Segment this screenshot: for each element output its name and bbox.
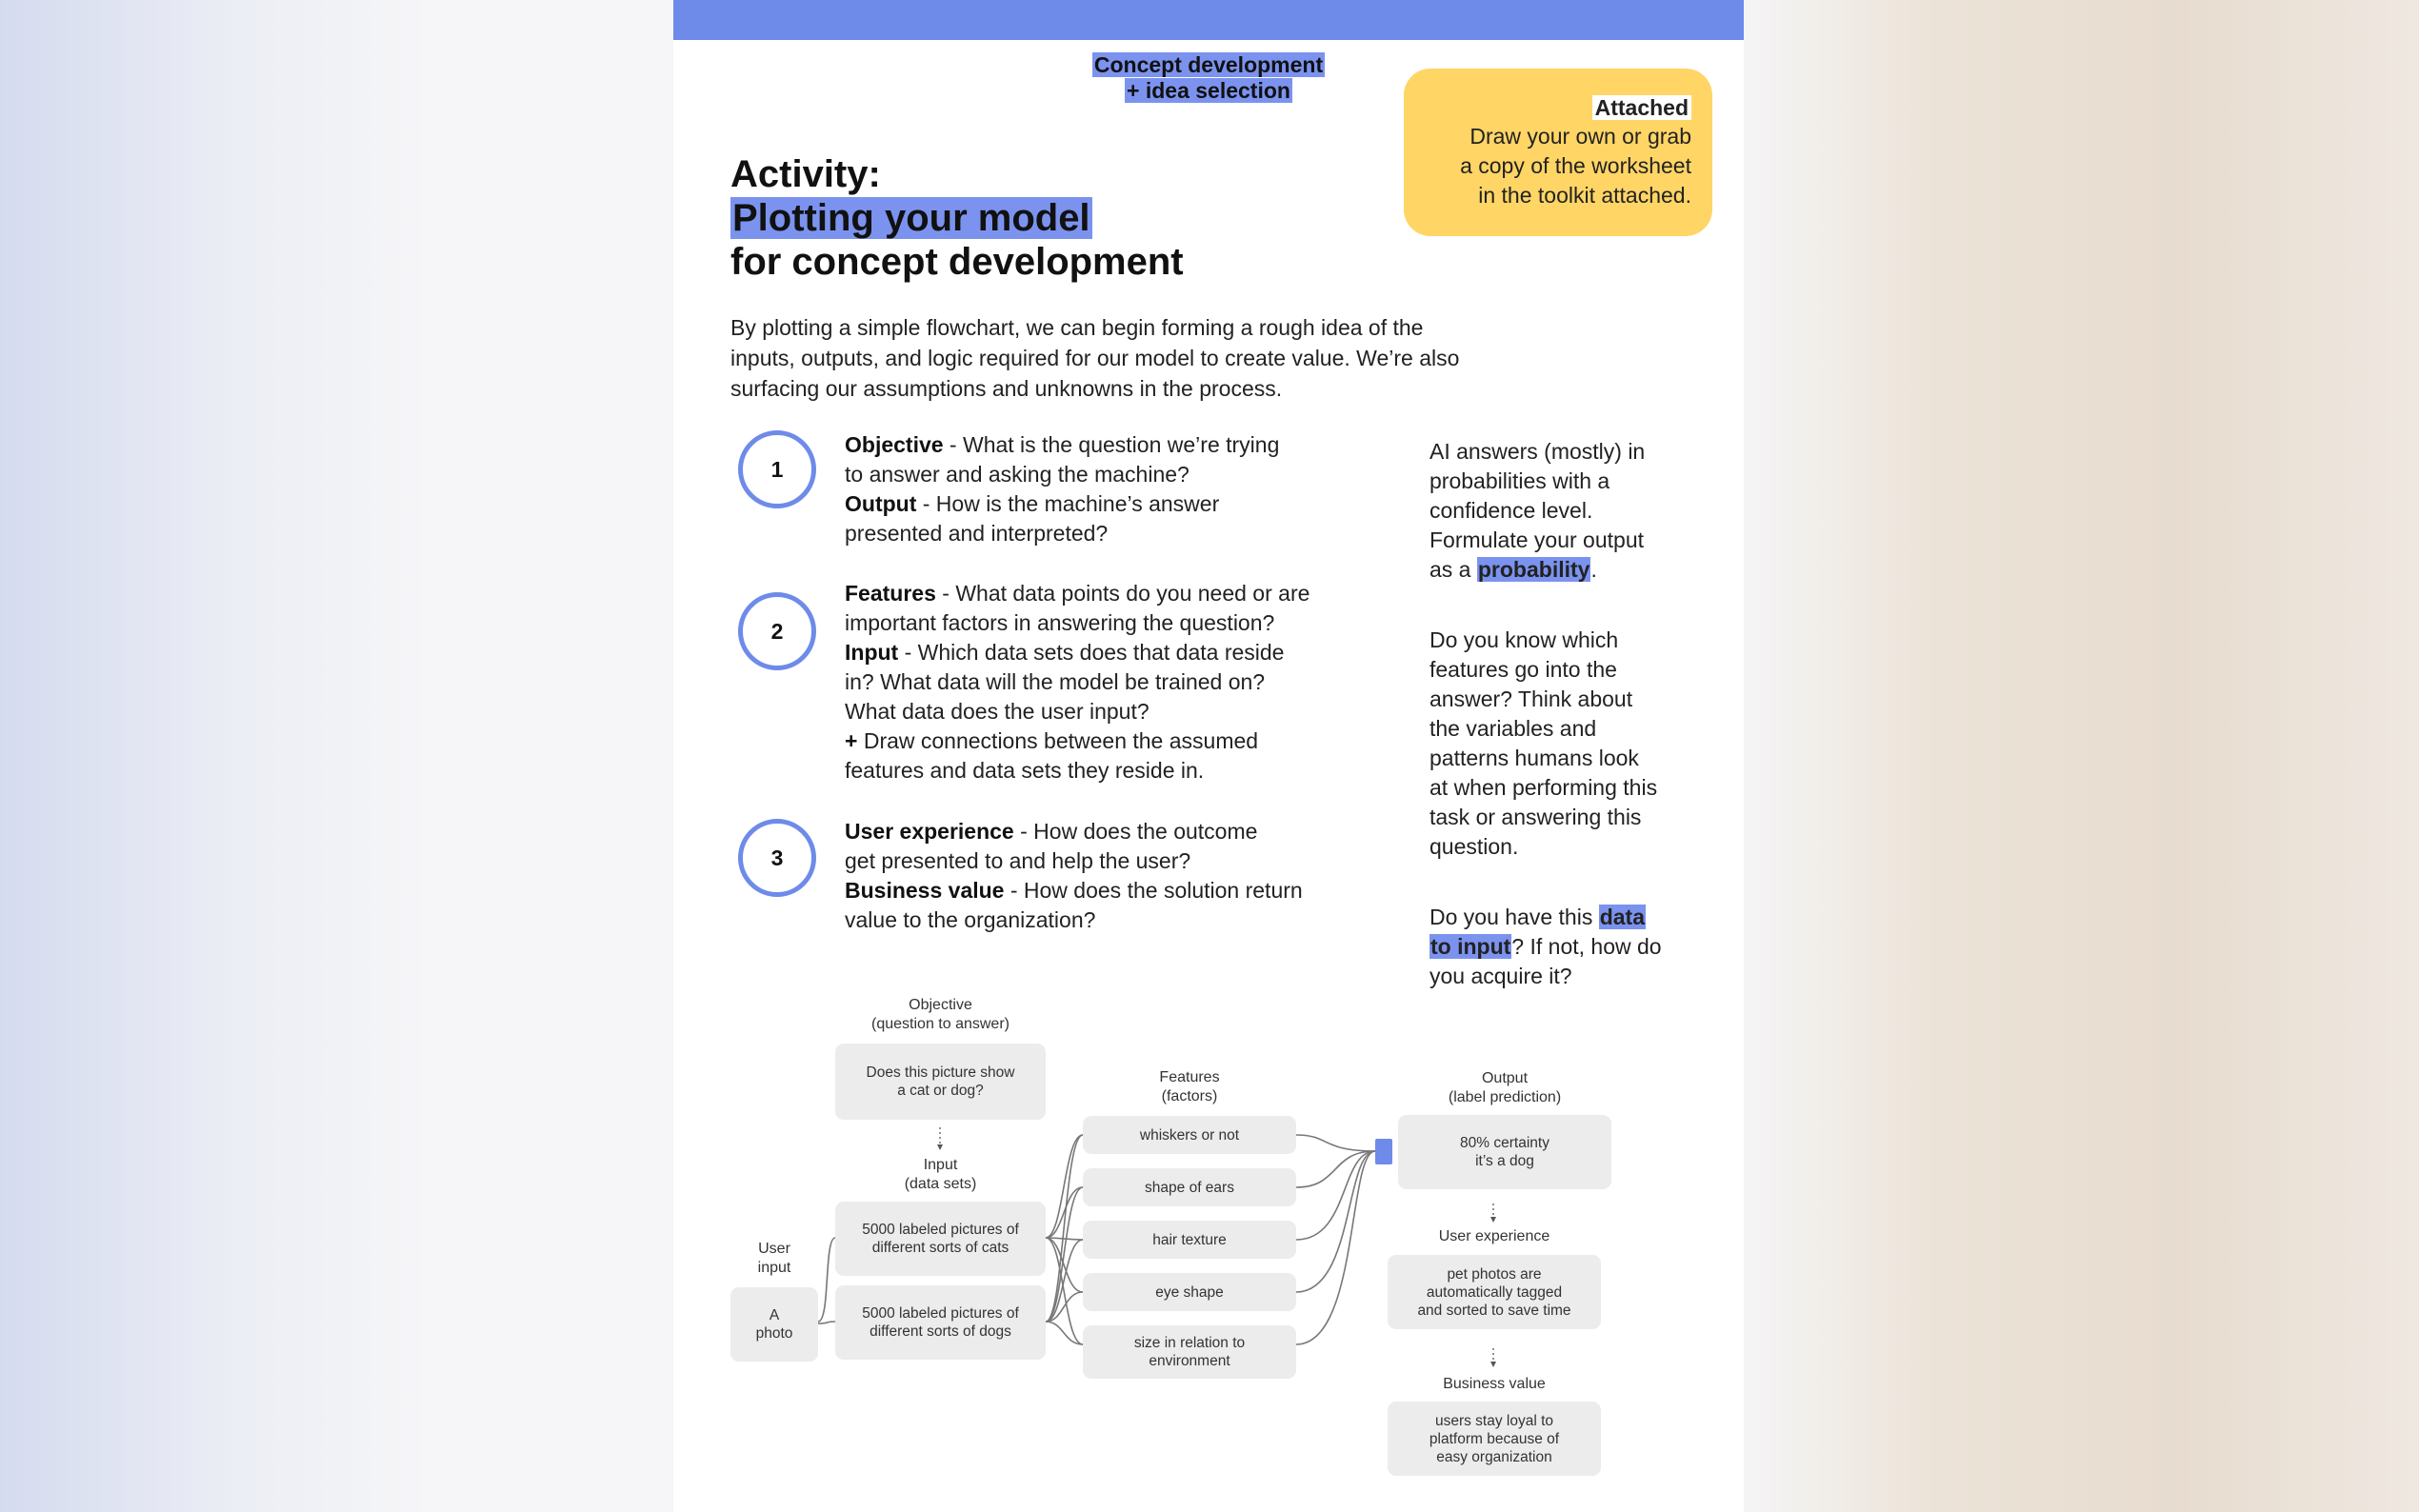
- step-3-text-2b: value to the organization?: [845, 907, 1096, 932]
- features-label: [1083, 1068, 1296, 1106]
- step-2-text-2b: in? What data will the model be trained on?: [845, 669, 1266, 694]
- step-2-text-3a: Draw connections between the assumed: [857, 728, 1259, 753]
- output-label-line2: (label prediction): [1448, 1089, 1562, 1105]
- step-3-text-1b: get presented to and help the user?: [845, 848, 1191, 873]
- step-2-text-2a: - Which data sets does that data reside: [898, 640, 1285, 665]
- ux-box-line1: pet photos are: [1447, 1265, 1542, 1283]
- step-2-text-3b: features and data sets they reside in.: [845, 758, 1205, 783]
- plus-mark: +: [845, 728, 858, 753]
- step-1-number: 1: [738, 430, 816, 508]
- output-box: [1398, 1115, 1611, 1189]
- side-note-3-line1-pre: Do you have this: [1429, 905, 1599, 929]
- features-term: Features: [845, 581, 936, 606]
- attached-title: Attached: [1592, 95, 1691, 120]
- user-to-cats-line: [818, 1238, 835, 1322]
- output-box-line1: 80% certainty: [1460, 1135, 1549, 1151]
- user-experience-term: User experience: [845, 819, 1014, 844]
- user-input-box: [730, 1287, 818, 1362]
- objective-box-line1: Does this picture show: [866, 1064, 1015, 1081]
- side-note-1-line1: AI answers (mostly) in: [1429, 439, 1646, 464]
- business-value-box: [1388, 1402, 1601, 1476]
- side-note-2-line7: task or answering this: [1429, 805, 1642, 829]
- step-3-text-1a: - How does the outcome: [1013, 819, 1258, 844]
- user-input-box-line1: A: [769, 1307, 780, 1323]
- user-input-label-line2: input: [757, 1260, 791, 1276]
- step-2-number: 2: [738, 592, 816, 670]
- intro-line1: By plotting a simple flowchart, we can begin forming a rough idea of the: [730, 315, 1424, 340]
- attached-line3: in the toolkit attached.: [1478, 183, 1691, 208]
- user-input-box-line2: photo: [755, 1325, 793, 1342]
- input-box-dogs: [835, 1285, 1046, 1360]
- title-line3: for concept development: [730, 241, 1184, 283]
- user-input-label-line1: User: [758, 1241, 790, 1257]
- output-term: Output: [845, 491, 917, 516]
- side-note-2-line1: Do you know which: [1429, 627, 1619, 652]
- objective-label-line1: Objective: [909, 997, 972, 1013]
- side-note-3-line2-post: ? If not, how do: [1511, 934, 1662, 959]
- user-experience-box: [1388, 1255, 1601, 1329]
- feature-size-line2: environment: [1149, 1353, 1230, 1369]
- side-note-2-line6: at when performing this: [1429, 775, 1658, 800]
- output-box-line2: it’s a dog: [1475, 1153, 1534, 1169]
- title-line1: Activity:: [730, 153, 881, 195]
- ux-box-line2: automatically tagged: [1426, 1283, 1563, 1301]
- section-tag-line1: Concept development: [1093, 52, 1324, 77]
- input-box-dogs-line1: 5000 labeled pictures of: [862, 1305, 1019, 1322]
- intro-line3: surfacing our assumptions and unknowns in the process.: [730, 376, 1283, 401]
- input-box-cats: [835, 1202, 1046, 1276]
- side-note-3-line3: you acquire it?: [1429, 964, 1572, 988]
- section-tag-line2: + idea selection: [1127, 78, 1290, 103]
- feature-size-line1: size in relation to: [1133, 1335, 1246, 1351]
- user-to-dogs-line: [818, 1322, 835, 1323]
- bv-box-line3: easy organization: [1436, 1448, 1552, 1465]
- features-label-line2: (factors): [1161, 1088, 1218, 1104]
- input-label-line2: (data sets): [904, 1176, 977, 1192]
- feature-ear-shape: shape of ears: [1083, 1168, 1296, 1206]
- ux-box-line3: and sorted to save time: [1417, 1302, 1571, 1319]
- business-value-term: Business value: [845, 878, 1005, 903]
- attached-line1: Draw your own or grab: [1469, 124, 1691, 149]
- side-note-2-line8: question.: [1429, 834, 1519, 859]
- document-page: [673, 0, 1744, 1512]
- side-note-1-line5-post: .: [1590, 557, 1597, 582]
- side-note-1-line2: probabilities with a: [1429, 468, 1610, 493]
- side-note-2-line4: the variables and: [1429, 716, 1597, 741]
- objective-label: [835, 996, 1046, 1034]
- input-box-cats-line2: different sorts of cats: [871, 1240, 1010, 1256]
- side-note-2-line5: patterns humans look: [1429, 746, 1639, 770]
- feature-eye-shape: eye shape: [1083, 1273, 1296, 1311]
- step-1-text-1a: - What is the question we’re trying: [943, 432, 1280, 457]
- side-note-1-line4: Formulate your output: [1429, 527, 1645, 552]
- step-1-text-1b: to answer and asking the machine?: [845, 462, 1190, 487]
- step-1-text-2a: - How is the machine’s answer: [916, 491, 1220, 516]
- features-label-line1: Features: [1159, 1069, 1220, 1085]
- title-line2-highlighted: Plotting your model: [732, 197, 1090, 239]
- objective-box: [835, 1044, 1046, 1120]
- data-highlight: data: [1599, 905, 1646, 929]
- bv-box-line2: platform because of: [1429, 1430, 1560, 1447]
- intro-line2: inputs, outputs, and logic required for our model to create value. We’re also: [730, 346, 1460, 370]
- user-input-label: [730, 1240, 818, 1278]
- step-3-text-2a: - How does the solution return: [1004, 878, 1303, 903]
- input-box-dogs-line2: different sorts of dogs: [870, 1323, 1011, 1340]
- feature-whiskers: whiskers or not: [1083, 1116, 1296, 1154]
- side-note-1-line3: confidence level.: [1429, 498, 1593, 523]
- probability-highlight: probability: [1477, 557, 1590, 582]
- side-note-1-line5-pre: as a: [1429, 557, 1477, 582]
- objective-term: Objective: [845, 432, 944, 457]
- input-label: [835, 1156, 1046, 1194]
- input-label-line1: Input: [923, 1157, 958, 1173]
- step-1-text-2b: presented and interpreted?: [845, 521, 1109, 546]
- side-note-2-line3: answer? Think about: [1429, 686, 1633, 711]
- side-note-2-line2: features go into the: [1429, 657, 1617, 682]
- output-label-line1: Output: [1481, 1070, 1529, 1086]
- step-2-text-1a: - What data points do you need or are: [935, 581, 1310, 606]
- step-2-text-2c: What data does the user input?: [845, 699, 1150, 724]
- objective-box-line2: a cat or dog?: [897, 1083, 984, 1099]
- feature-size-relation: [1083, 1325, 1296, 1379]
- objective-label-line2: (question to answer): [871, 1016, 1010, 1032]
- input-term: Input: [845, 640, 899, 665]
- user-experience-label: User experience: [1438, 1228, 1550, 1244]
- to-input-highlight: to input: [1430, 934, 1511, 959]
- feature-hair-texture: hair texture: [1083, 1221, 1296, 1259]
- input-box-cats-line1: 5000 labeled pictures of: [862, 1222, 1019, 1238]
- bv-box-line1: users stay loyal to: [1434, 1412, 1554, 1429]
- output-label: [1398, 1069, 1611, 1107]
- step-2-text-1b: important factors in answering the question?: [845, 610, 1275, 635]
- business-value-label: Business value: [1443, 1376, 1546, 1392]
- output-connector-node: [1375, 1139, 1392, 1164]
- attached-line2: a copy of the worksheet: [1460, 153, 1691, 178]
- step-3-number: 3: [738, 819, 816, 897]
